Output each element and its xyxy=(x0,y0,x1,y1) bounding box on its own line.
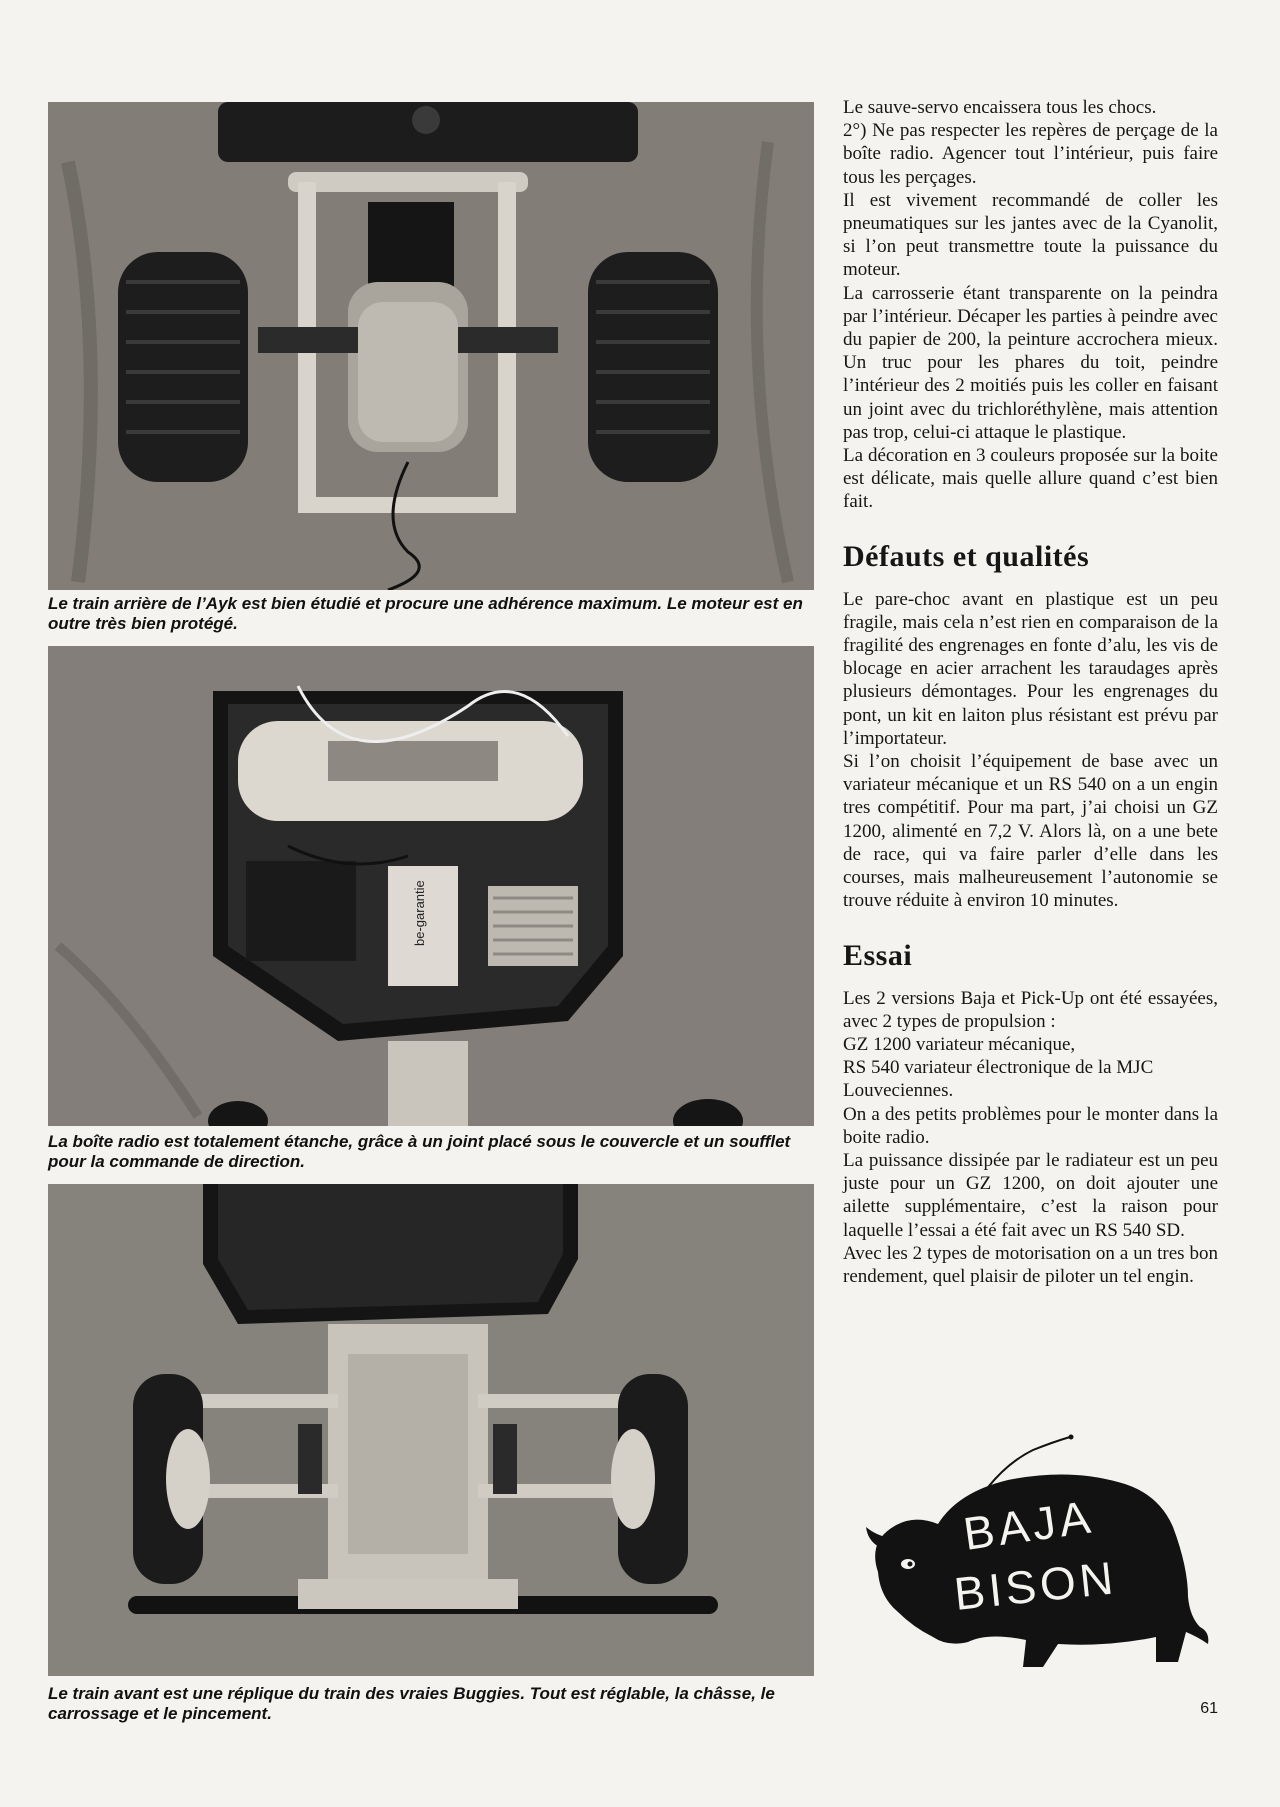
logo-text-baja: BAJA xyxy=(960,1490,1098,1560)
article-paragraph: 2°) Ne pas respecter les repères de perçage de la boîte radio. Agencer tout l’intérieur, puis faire tous les perçages. xyxy=(843,120,1218,188)
article-paragraph: Si l’on choisit l’équipement de base avec un variateur mécanique et un RS 540 on a un engin tres compétitif. Pour ma part, j’ai choisi un GZ 1200, alimenté en 7,2 V. Alors là, on a une bete de race, qui va faire parler d’elle dans les courses, mais malheureusement l’autonomie se trouve réduite à environ 10 minutes. xyxy=(843,751,1218,912)
photo-radio-box xyxy=(48,646,814,1126)
article-paragraph: GZ 1200 variateur mécanique, xyxy=(843,1033,1076,1055)
caption-radio-box: La boîte radio est totalement étanche, grâce à un joint placé sous le couvercle et un soufflet pour la commande de direction. xyxy=(48,1132,791,1171)
photo-rear-axle xyxy=(48,102,814,590)
caption-front-axle: Le train avant est une réplique du train des vraies Buggies. Tout est réglable, la châsse, le carrossage et le pincement. xyxy=(48,1684,775,1723)
article-paragraph: La carrosserie étant transparente on la peindra par l’intérieur. Décaper les parties à peindre avec du papier de 200, la peinture accrochera mieux. Un truc pour les phares du toit, peindre l’intérieur des 2 moitiés puis les coller en faisant un joint avec du trichloréthylène, mais attention pas trop, celui-ci attaque le plastique. xyxy=(843,282,1218,443)
article-paragraph: RS 540 variateur électronique de la MJC Louveciennes. xyxy=(843,1057,1154,1102)
section-heading-defauts: Défauts et qualités xyxy=(843,539,1090,573)
baja-bison-logo xyxy=(838,1432,1222,1672)
logo-text-bison: BISON xyxy=(951,1551,1120,1620)
article-paragraph: Avec les 2 types de motorisation on a un tres bon rendement, quel plaisir de piloter un tel engin. xyxy=(843,1242,1218,1287)
photo-front-axle xyxy=(48,1184,814,1676)
article-paragraph: La puissance dissipée par le radiateur est un peu juste pour un GZ 1200, on doit ajouter une ailette supplémentaire, c’est la raison pour laquelle l’essai a été fait avec un RS 540 SD. xyxy=(843,1149,1218,1241)
page-number: 61 xyxy=(1200,1700,1218,1717)
article-paragraph: Le pare-choc avant en plastique est un peu fragile, mais cela n’est rien en comparaison de la fragilité des engrenages en fonte d’alu, les vis de blocage en acier arrachent les taraudages après plusieurs démontages. Pour les engrenages du pont, un kit en laiton plus résistant est prévu par l’importateur. xyxy=(843,588,1218,749)
caption-rear-axle: Le train arrière de l’Ayk est bien étudié et procure une adhérence maximum. Le moteur est en outre très bien protégé. xyxy=(48,594,803,633)
article-paragraph: On a des petits problèmes pour le monter dans la boite radio. xyxy=(843,1103,1218,1148)
article-paragraph: La décoration en 3 couleurs proposée sur la boite est délicate, mais quelle allure quand c’est bien fait. xyxy=(843,445,1218,513)
article-paragraph: Les 2 versions Baja et Pick-Up ont été essayées, avec 2 types de propulsion : xyxy=(843,987,1218,1032)
servo-sticker-label: be-garantie xyxy=(412,880,427,946)
article-column xyxy=(843,96,1218,1288)
article-paragraph: Le sauve-servo encaissera tous les chocs. xyxy=(843,97,1157,118)
article-paragraph: Il est vivement recommandé de coller les pneumatiques sur les jantes avec de la Cyanolit, si l’on peut transmettre toute la puissance du moteur. xyxy=(843,189,1218,281)
section-heading-essai: Essai xyxy=(843,938,913,972)
